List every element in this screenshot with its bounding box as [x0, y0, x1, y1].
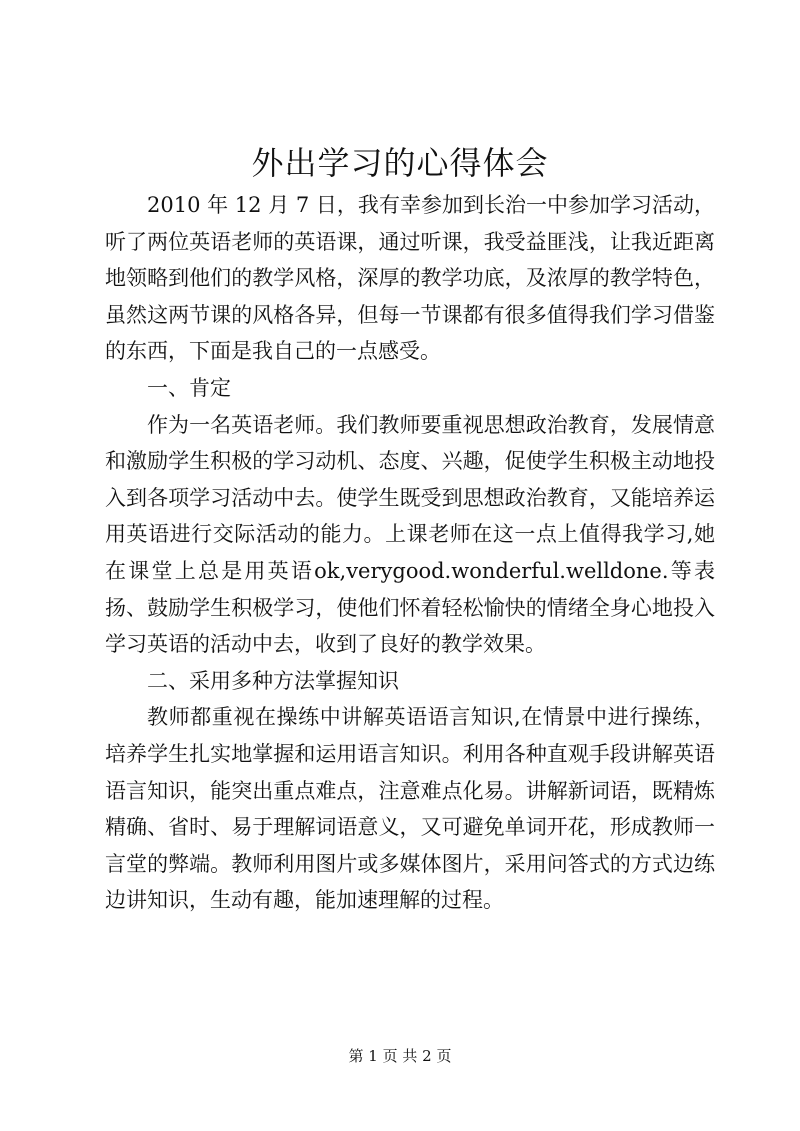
section-heading-affirm: 一、肯定 [147, 375, 231, 400]
paragraph-intro: 2010 年 12 月 7 日，我有幸参加到长治一中参加学习活动，听了两位英语老师的英语课，通过听课，我受益匪浅，让我近距离地领略到他们的教学风格，深厚的教学功底，及浓厚的教学特色，虽然这两节课的风格各异，但每一节课都有很多值得我们学习借鉴的东西，下面是我自己的一点感受。 [105, 193, 715, 364]
paragraph-affirm: 作为一名英语老师。我们教师要重视思想政治教育，发展情意和激励学生积极的学习动机、态度、兴趣，促使学生积极主动地投入到各项学习活动中去。使学生既受到思想政治教育，又能培养运用英语进行交际活动的能力。上课老师在这一点上值得我学习,她在课堂上总是用英语ok,verygood.wonderful.welldone.等表扬、鼓励学生积极学习，使他们怀着轻松愉快的情绪全身心地投入学习英语的活动中去，收到了良好的教学效果。 [105, 412, 715, 657]
document-body [105, 187, 715, 919]
paragraph-methods: 教师都重视在操练中讲解英语语言知识,在情景中进行操练，培养学生扎实地掌握和运用语言知识。利用各种直观手段讲解英语语言知识，能突出重点难点，注意难点化易。讲解新词语，既精炼精确、省时、易于理解词语意义，又可避免单词开花，形成教师一言堂的弊端。教师利用图片或多媒体图片，采用问答式的方式边练边讲知识，生动有趣，能加速理解的过程。 [105, 705, 715, 913]
document-title: 外出学习的心得体会 [251, 144, 549, 182]
section-heading-methods: 二、采用多种方法掌握知识 [147, 668, 399, 693]
page-footer: 第 1 页 共 2 页 [348, 1047, 452, 1065]
